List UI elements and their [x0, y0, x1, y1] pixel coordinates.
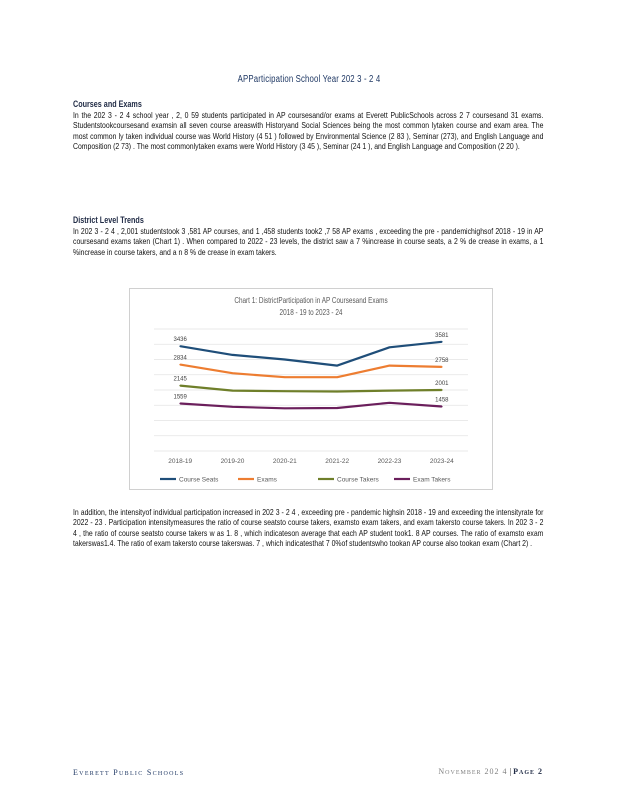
section-heading: District Level Trends: [73, 215, 144, 225]
data-label: 1559: [173, 394, 187, 401]
legend-label: Course Takers: [337, 476, 379, 484]
data-point: [179, 403, 181, 405]
data-point: [389, 390, 391, 392]
x-tick-label: 2023-24: [429, 458, 454, 465]
data-point: [441, 341, 443, 343]
data-point: [232, 372, 234, 374]
footer-separator: |: [507, 767, 514, 776]
data-point: [284, 376, 286, 378]
data-point: [389, 365, 391, 367]
intensity-section: [73, 507, 543, 548]
data-point: [232, 390, 234, 392]
data-point: [284, 390, 286, 392]
chart-title: Chart 1: DistrictParticipation in AP Coursesand Exams: [234, 295, 388, 306]
data-label: 2001: [435, 380, 449, 387]
footer-page-number: Page 2: [513, 767, 543, 776]
chart-subtitle: 2018 - 19 to 2023 - 24: [279, 307, 343, 318]
data-point: [441, 366, 443, 368]
data-point: [179, 385, 181, 387]
data-point: [336, 376, 338, 378]
footer-school-name: Everett Public Schools: [73, 768, 185, 777]
courses-exams-section: [73, 99, 543, 151]
district-trends-section: [73, 215, 543, 257]
section-paragraph: In the 202 3 - 2 4 school year , 2, 0 59 students participated in AP coursesand/or exams at Everett PublicSchools across 2 7 coursesand 31 exams. Studentstookcoursesand examsin all seven course areaswith Historyand Social Sciences being the most common lytaken course and exam area. The most common ly taken individual course was World History (4 51 ) followed by Environmental Science (2 83 ), Seminar (273), and English Language and Composition (2 73) . The most commonlytaken exams were World History (3 45 ), Seminar (24 1 ), and English Language and Composition (2 20 ).: [73, 110, 544, 151]
participation-line-chart: [129, 288, 493, 490]
data-point: [232, 406, 234, 408]
data-point: [232, 354, 234, 356]
series-line-0: [180, 342, 442, 366]
legend-label: Course Seats: [179, 476, 219, 484]
data-label: 1458: [435, 397, 449, 404]
footer-page-info: [438, 767, 543, 776]
document-title: APParticipation School Year 202 3 - 2 4: [237, 74, 381, 85]
legend-label: Exam Takers: [413, 476, 451, 484]
legend-label: Exams: [257, 476, 277, 484]
chart-canvas: [130, 289, 492, 489]
data-point: [441, 406, 443, 408]
section-heading: Courses and Exams: [73, 99, 142, 109]
data-point: [179, 345, 181, 347]
data-point: [179, 364, 181, 366]
footer-date: November 202 4: [438, 767, 508, 776]
section-paragraph: In 202 3 - 2 4 , 2,001 studentstook 3 ,581 AP courses, and 1 ,458 students took2 ,7 58 AP exams , exceeding the pre - pandemichighsof 2018 - 19 in AP coursesand exams taken (Chart 1) . When compared to 2022 - 23 levels, the district saw a 7 %increase in course seats, a 2 % de crease in exams, a 1 %increase in course takers, and a n 8 % de crease in exam takers.: [73, 226, 544, 257]
series-line-2: [180, 386, 442, 392]
data-label: 2834: [173, 355, 187, 362]
data-point: [389, 347, 391, 349]
data-label: 2145: [173, 376, 187, 383]
series-line-1: [180, 365, 442, 378]
x-tick-label: 2018-19: [168, 458, 193, 465]
data-point: [336, 365, 338, 367]
x-tick-label: 2020-21: [272, 458, 297, 465]
x-tick-label: 2021-22: [325, 458, 350, 465]
x-tick-label: 2019-20: [220, 458, 245, 465]
data-point: [336, 407, 338, 409]
data-label: 3581: [435, 332, 449, 339]
data-label: 3436: [173, 337, 187, 344]
data-point: [284, 359, 286, 361]
data-point: [336, 391, 338, 393]
data-label: 2758: [435, 357, 449, 364]
data-point: [389, 402, 391, 404]
section-paragraph: In addition, the intensityof individual participation increased in 202 3 - 2 4 , exceeding pre - pandemic highsin 2018 - 19 and exceeding the intensityrate for 2022 - 23 . Participation intensitymeasures the ratio of course seatsto course takers, examsto exam takers, and exam takersto course takers. In 202 3 - 2 4 , the ratio of course seatsto course takers w as 1. 8 , which indicateson average that each AP student took1. 8 AP courses. The ratio of examsto exam takerswas1.4. The ratio of exam takersto course takerswas. 7 , which indicatesthat 7 0%of studentswho tookan AP course also tookan exam (Chart 2) .: [73, 507, 544, 548]
data-point: [441, 389, 443, 391]
data-point: [284, 408, 286, 410]
x-tick-label: 2022-23: [377, 458, 402, 465]
